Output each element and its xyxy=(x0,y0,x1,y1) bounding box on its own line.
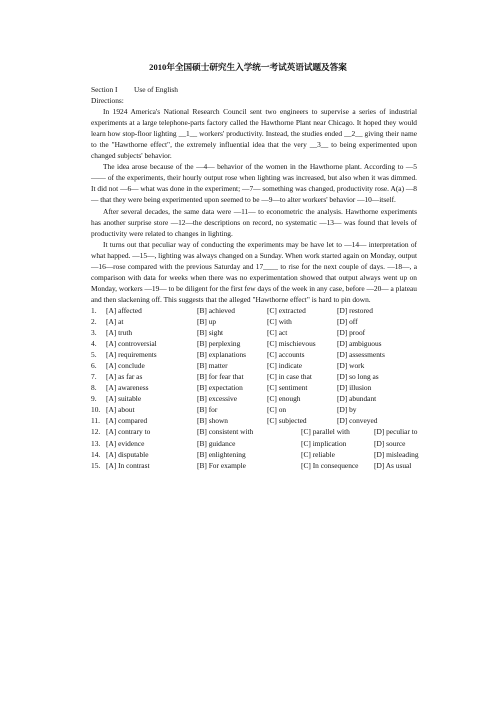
option-row xyxy=(91,393,385,404)
option-row xyxy=(91,404,385,415)
option-number: 9. xyxy=(91,394,97,404)
option-row xyxy=(91,338,385,349)
option-d: [D] As usual xyxy=(374,460,412,470)
option-number: 10. xyxy=(91,405,101,415)
option-number: 4. xyxy=(91,339,97,349)
option-number: 15. xyxy=(91,460,101,470)
option-d: [D] illusion xyxy=(337,383,372,393)
section-name: Use of English xyxy=(134,85,178,94)
option-row xyxy=(91,426,417,437)
option-b: [B] consistent with xyxy=(197,427,254,437)
page-title: 2010年全国硕士研究生入学统一考试英语试题及答案 xyxy=(149,62,347,72)
option-number: 13. xyxy=(91,438,101,448)
option-a: [A] awareness xyxy=(106,383,149,393)
option-d: [D] conveyed xyxy=(337,416,378,426)
option-c: [C] in case that xyxy=(267,372,312,382)
option-d: [D] source xyxy=(374,438,406,448)
passage-paragraph-4: It turns out that peculiar way of conducting the experiments may be have let to —14— interpretation of what happed. —15—, lighting was always changed on a Sunday. When work started again on Monday, output —16—rose compared with the previous Saturday and 17____ to rise for the next couple of days. —18—, a comparison with data for weeks when there was no experimentation showed that output always went up on Monday, workers —19— to be diligent for the first few days of the week in any case, before —20— a plateau and then slackening off. This suggests that the alleged "Hawthorne effect" is hard to pin down. xyxy=(91,239,417,304)
option-a: [A] suitable xyxy=(106,394,142,404)
option-d: [D] assessments xyxy=(337,350,385,360)
option-b: [B] guidance xyxy=(197,438,236,448)
option-c: [C] reliable xyxy=(301,449,335,459)
option-number: 14. xyxy=(91,449,101,459)
option-c: [C] parallel with xyxy=(301,427,350,437)
option-b: [B] shown xyxy=(197,416,228,426)
option-c: [C] extracted xyxy=(267,305,306,315)
option-c: [C] subjected xyxy=(267,416,307,426)
passage-paragraph-1: In 1924 America's National Research Council sent two engineers to supervise a series of industrial experiments at a large telephone-parts factory called the Hawthorne Plant near Chicago. It hoped they would learn how stop-floor lighting __1__ workers' productivity. Instead, the studies ended __2__ giving their name to the "Hawthorne effect", the extremely influential idea that the very __3__ to being experimented upon changed subjects' behavior. xyxy=(91,107,417,161)
options-table xyxy=(91,305,385,427)
option-number: 8. xyxy=(91,383,97,393)
option-d: [D] by xyxy=(337,405,357,415)
option-b: [B] expectation xyxy=(197,383,243,393)
option-number: 12. xyxy=(91,427,101,437)
option-d: [D] so long as xyxy=(337,372,379,382)
option-a: [A] evidence xyxy=(106,438,145,448)
options-wide-list xyxy=(91,426,417,470)
option-d: [D] abundant xyxy=(337,394,377,404)
option-row xyxy=(91,438,417,449)
option-number: 2. xyxy=(91,316,97,326)
option-row xyxy=(91,460,417,471)
option-d: [D] ambiguous xyxy=(337,339,382,349)
option-a: [A] In contrast xyxy=(106,460,150,470)
option-a: [A] contrary to xyxy=(106,427,151,437)
passage-paragraph-3: After several decades, the same data were —11— to econometric the analysis. Hawthorne experiments has another surprise store —12—the descriptions on record, no systematic —13— was found that levels of productivity were related to changes in lighting. xyxy=(91,206,417,238)
option-d: [D] off xyxy=(337,316,358,326)
option-c: [C] In consequence xyxy=(301,460,359,470)
option-b: [B] sight xyxy=(197,328,224,338)
option-a: [A] disputable xyxy=(106,449,149,459)
option-a: [A] at xyxy=(106,316,124,326)
option-d: [D] restored xyxy=(337,305,373,315)
option-c: [C] on xyxy=(267,405,287,415)
option-b: [B] achieved xyxy=(197,305,235,315)
option-row xyxy=(91,305,385,316)
option-number: 7. xyxy=(91,372,97,382)
option-number: 5. xyxy=(91,350,97,360)
option-c: [C] sentiment xyxy=(267,383,308,393)
passage-paragraph-2: The idea arose because of the —4— behavior of the women in the Hawthorne plant. According to —5—— of the experiments, their hourly output rose when lighting was increased, but also when it was dimmed. It did not —6— what was done in the experiment; —7— something was changed, productivity rose. A(a) —8— that they were being experimented upon seemed to be —9—to alter workers' behavior —10—itself. xyxy=(91,162,417,205)
option-number: 1. xyxy=(91,305,97,315)
document-body xyxy=(91,84,417,471)
option-a: [A] compared xyxy=(106,416,148,426)
option-b: [B] for fear that xyxy=(197,372,244,382)
option-d: [D] proof xyxy=(337,328,366,338)
option-row xyxy=(91,316,385,327)
option-b: [B] For example xyxy=(197,460,246,470)
option-c: [C] implication xyxy=(301,438,347,448)
option-row xyxy=(91,382,385,393)
option-row xyxy=(91,415,385,426)
option-c: [C] act xyxy=(267,328,288,338)
option-a: [A] conclude xyxy=(106,361,145,371)
option-c: [C] with xyxy=(267,316,292,326)
option-c: [C] enough xyxy=(267,394,301,404)
option-c: [C] accounts xyxy=(267,350,305,360)
option-number: 11. xyxy=(91,416,100,426)
option-row xyxy=(91,449,417,460)
option-b: [B] enlightening xyxy=(197,449,246,459)
option-a: [A] truth xyxy=(106,328,133,338)
option-number: 3. xyxy=(91,328,97,338)
option-b: [B] matter xyxy=(197,361,228,371)
option-row xyxy=(91,349,385,360)
option-a: [A] requirements xyxy=(106,350,157,360)
option-c: [C] mischievous xyxy=(267,339,316,349)
option-a: [A] about xyxy=(106,405,135,415)
option-c: [C] indicate xyxy=(267,361,303,371)
option-d: [D] peculiar to xyxy=(374,427,418,437)
option-d: [D] work xyxy=(337,361,365,371)
option-b: [B] excessive xyxy=(197,394,238,404)
option-row xyxy=(91,360,385,371)
option-a: [A] as far as xyxy=(106,372,143,382)
section-label: Section I xyxy=(91,85,118,94)
section-heading xyxy=(91,84,417,95)
option-b: [B] for xyxy=(197,405,218,415)
option-row xyxy=(91,327,385,338)
option-d: [D] misleading xyxy=(374,449,419,459)
option-b: [B] explanations xyxy=(197,350,247,360)
directions-label: Directions: xyxy=(91,96,124,106)
cloze-passage xyxy=(91,106,417,305)
option-a: [A] affected xyxy=(106,305,142,315)
option-a: [A] controversial xyxy=(106,339,157,349)
option-b: [B] up xyxy=(197,316,217,326)
option-b: [B] perplexing xyxy=(197,339,241,349)
option-row xyxy=(91,371,385,382)
option-number: 6. xyxy=(91,361,97,371)
